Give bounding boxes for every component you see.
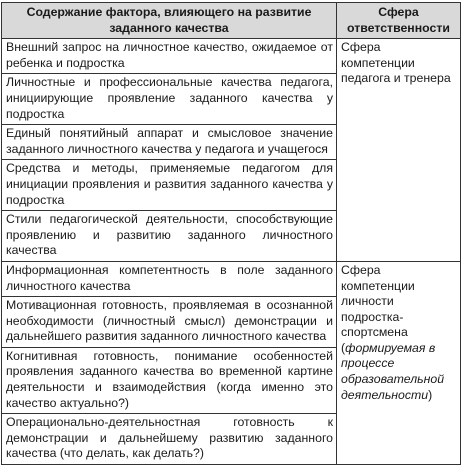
factor-cell: Мотивационная готовность, проявляемая в осознанной необходимости (личностный смысл) демонстрации и дальнейшего развития заданного личностного качества: [2, 297, 337, 348]
table-header-row: [2, 3, 461, 39]
factor-cell: Единый понятийный аппарат и смысловое значение заданного личностного качества у педагога и учащегося: [2, 125, 337, 160]
factor-cell: Средства и методы, применяемые педагогом для инициации проявления и развития заданного качества у подростка: [2, 160, 337, 211]
scope-cell-teacher: [337, 39, 461, 262]
scope-text-tail: ): [428, 387, 433, 402]
factor-cell: Операционально-деятельностная готовность к демонстрации и дальнейшему развитию заданного качества (что делать, как делать?): [2, 414, 337, 465]
scope-text: Сфера компетенции личности подростка-спортсмена (: [341, 262, 415, 355]
factor-cell: Когнитивная готовность, понимание особенностей проявления заданного качества во временной картине деятельности и взаимодействия (когда именно это качество актуально?): [2, 347, 337, 413]
table-row: [2, 261, 461, 296]
factor-cell: Личностные и профессиональные качества педагога, инициирующие проявление заданного качества у подростка: [2, 74, 337, 125]
factor-cell: Внешний запрос на личностное качество, ожидаемое от ребенка и подростка: [2, 39, 337, 74]
header-factor-content: Содержание фактора, влияющего на развитие заданного качества: [2, 3, 337, 39]
table-row: [2, 39, 461, 74]
factor-cell: Стили педагогической деятельности, способствующие проявлению и развитию заданного личностного качества: [2, 211, 337, 262]
scope-text-italic: формируемая в процессе образовательной деятельности: [341, 340, 445, 402]
scope-text: Сфера компетенции педагога и тренера: [341, 40, 451, 86]
factors-table: [1, 2, 461, 465]
header-responsibility-sphere: Сфера ответственности: [337, 3, 461, 39]
factor-cell: Информационная компетентность в поле заданного личностного качества: [2, 261, 337, 296]
scope-cell-student: [337, 261, 461, 464]
